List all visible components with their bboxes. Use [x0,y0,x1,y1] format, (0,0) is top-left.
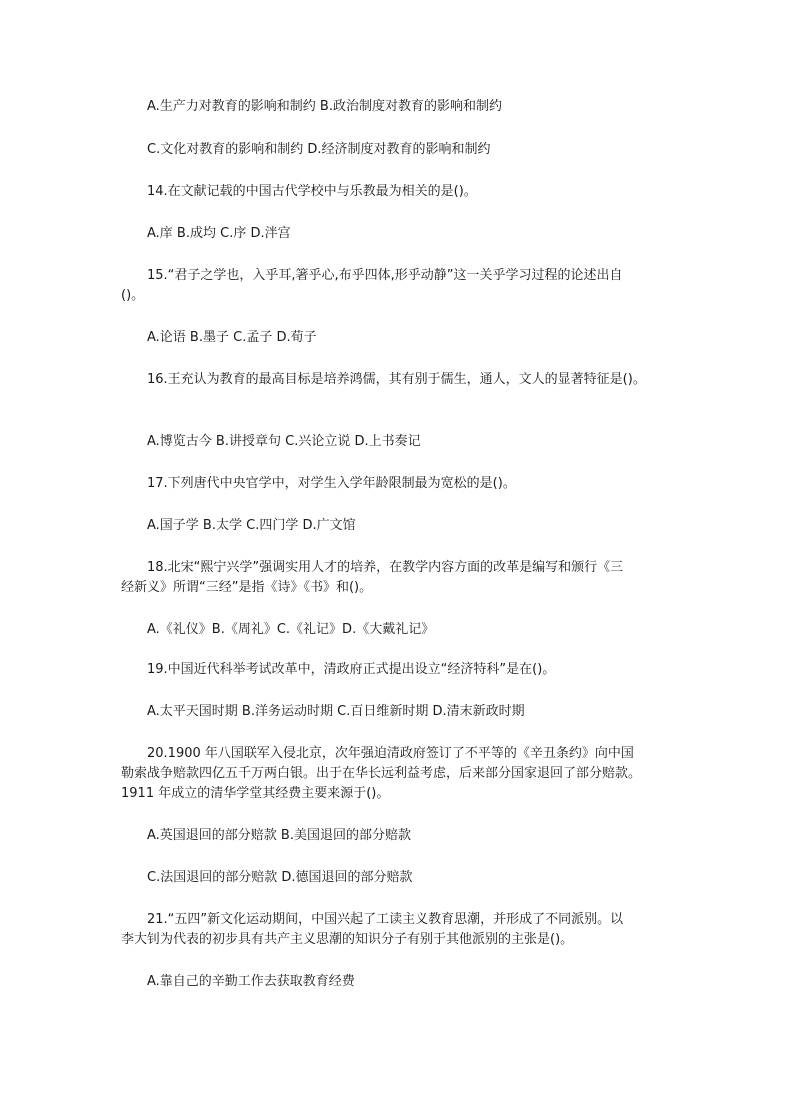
q19-options: A.太平天国时期 B.洋务运动时期 C.百日维新时期 D.清末新政时期 [147,704,525,719]
q20-question-cont-2: 1911 年成立的清华学堂其经费主要来源于()。 [121,786,390,801]
q15-question: 15.“君子之学也，入乎耳,箸乎心,布乎四体,形乎动静”这一关乎学习过程的论述出自 [147,268,623,283]
q17-question: 17.下列唐代中央官学中，对学生入学年龄限制最为宽松的是()。 [147,476,516,491]
q14-question: 14.在文献记载的中国古代学校中与乐教最为相关的是()。 [147,184,477,199]
q20-question-cont-1: 勒索战争赔款四亿五千万两白银。出于在华长远利益考虑，后来部分国家退回了部分赔款。 [121,766,642,781]
q16-options: A.博览古今 B.讲授章句 C.兴论立说 D.上书奏记 [147,434,421,449]
q20-question: 20.1900 年八国联军入侵北京，次年强迫清政府签订了不平等的《辛丑条约》向中国 [147,746,634,761]
q21-question-cont: 李大钊为代表的初步具有共产主义思潮的知识分子有别于其他派别的主张是()。 [121,932,574,947]
q20-options-cd: C.法国退回的部分赔款 D.德国退回的部分赔款 [147,870,413,885]
q18-question-cont: 经新义》所谓“三经”是指《诗》《书》和()。 [121,580,373,595]
q16-question: 16.王充认为教育的最高目标是培养鸿儒，其有别于儒生，通人，文人的显著特征是()。 [147,372,646,387]
q20-options-ab: A.英国退回的部分赔款 B.美国退回的部分赔款 [147,828,411,843]
q18-options: A.《礼仪》B.《周礼》C.《礼记》D.《大戴礼记》 [147,622,435,637]
q21-question: 21.“五四”新文化运动期间，中国兴起了工读主义教育思潮，并形成了不同派别。以 [147,912,624,927]
q18-question: 18.北宋“熙宁兴学”强调实用人才的培养，在教学内容方面的改革是编写和颁行《三 [147,560,624,575]
q15-options: A.论语 B.墨子 C.孟子 D.荀子 [147,330,317,345]
q21-option-a: A.靠自己的辛勤工作去获取教育经费 [147,974,355,989]
q19-question: 19.中国近代科举考试改革中，清政府正式提出设立“经济特科”是在()。 [147,662,556,677]
q17-options: A.国子学 B.太学 C.四门学 D.广文馆 [147,518,356,533]
q13-options-ab: A.生产力对教育的影响和制约 B.政治制度对教育的影响和制约 [147,99,502,114]
q14-options: A.庠 B.成均 C.序 D.泮宫 [147,226,291,241]
q15-question-cont: ()。 [121,288,145,303]
q13-options-cd: C.文化对教育的影响和制约 D.经济制度对教育的影响和制约 [147,142,491,157]
